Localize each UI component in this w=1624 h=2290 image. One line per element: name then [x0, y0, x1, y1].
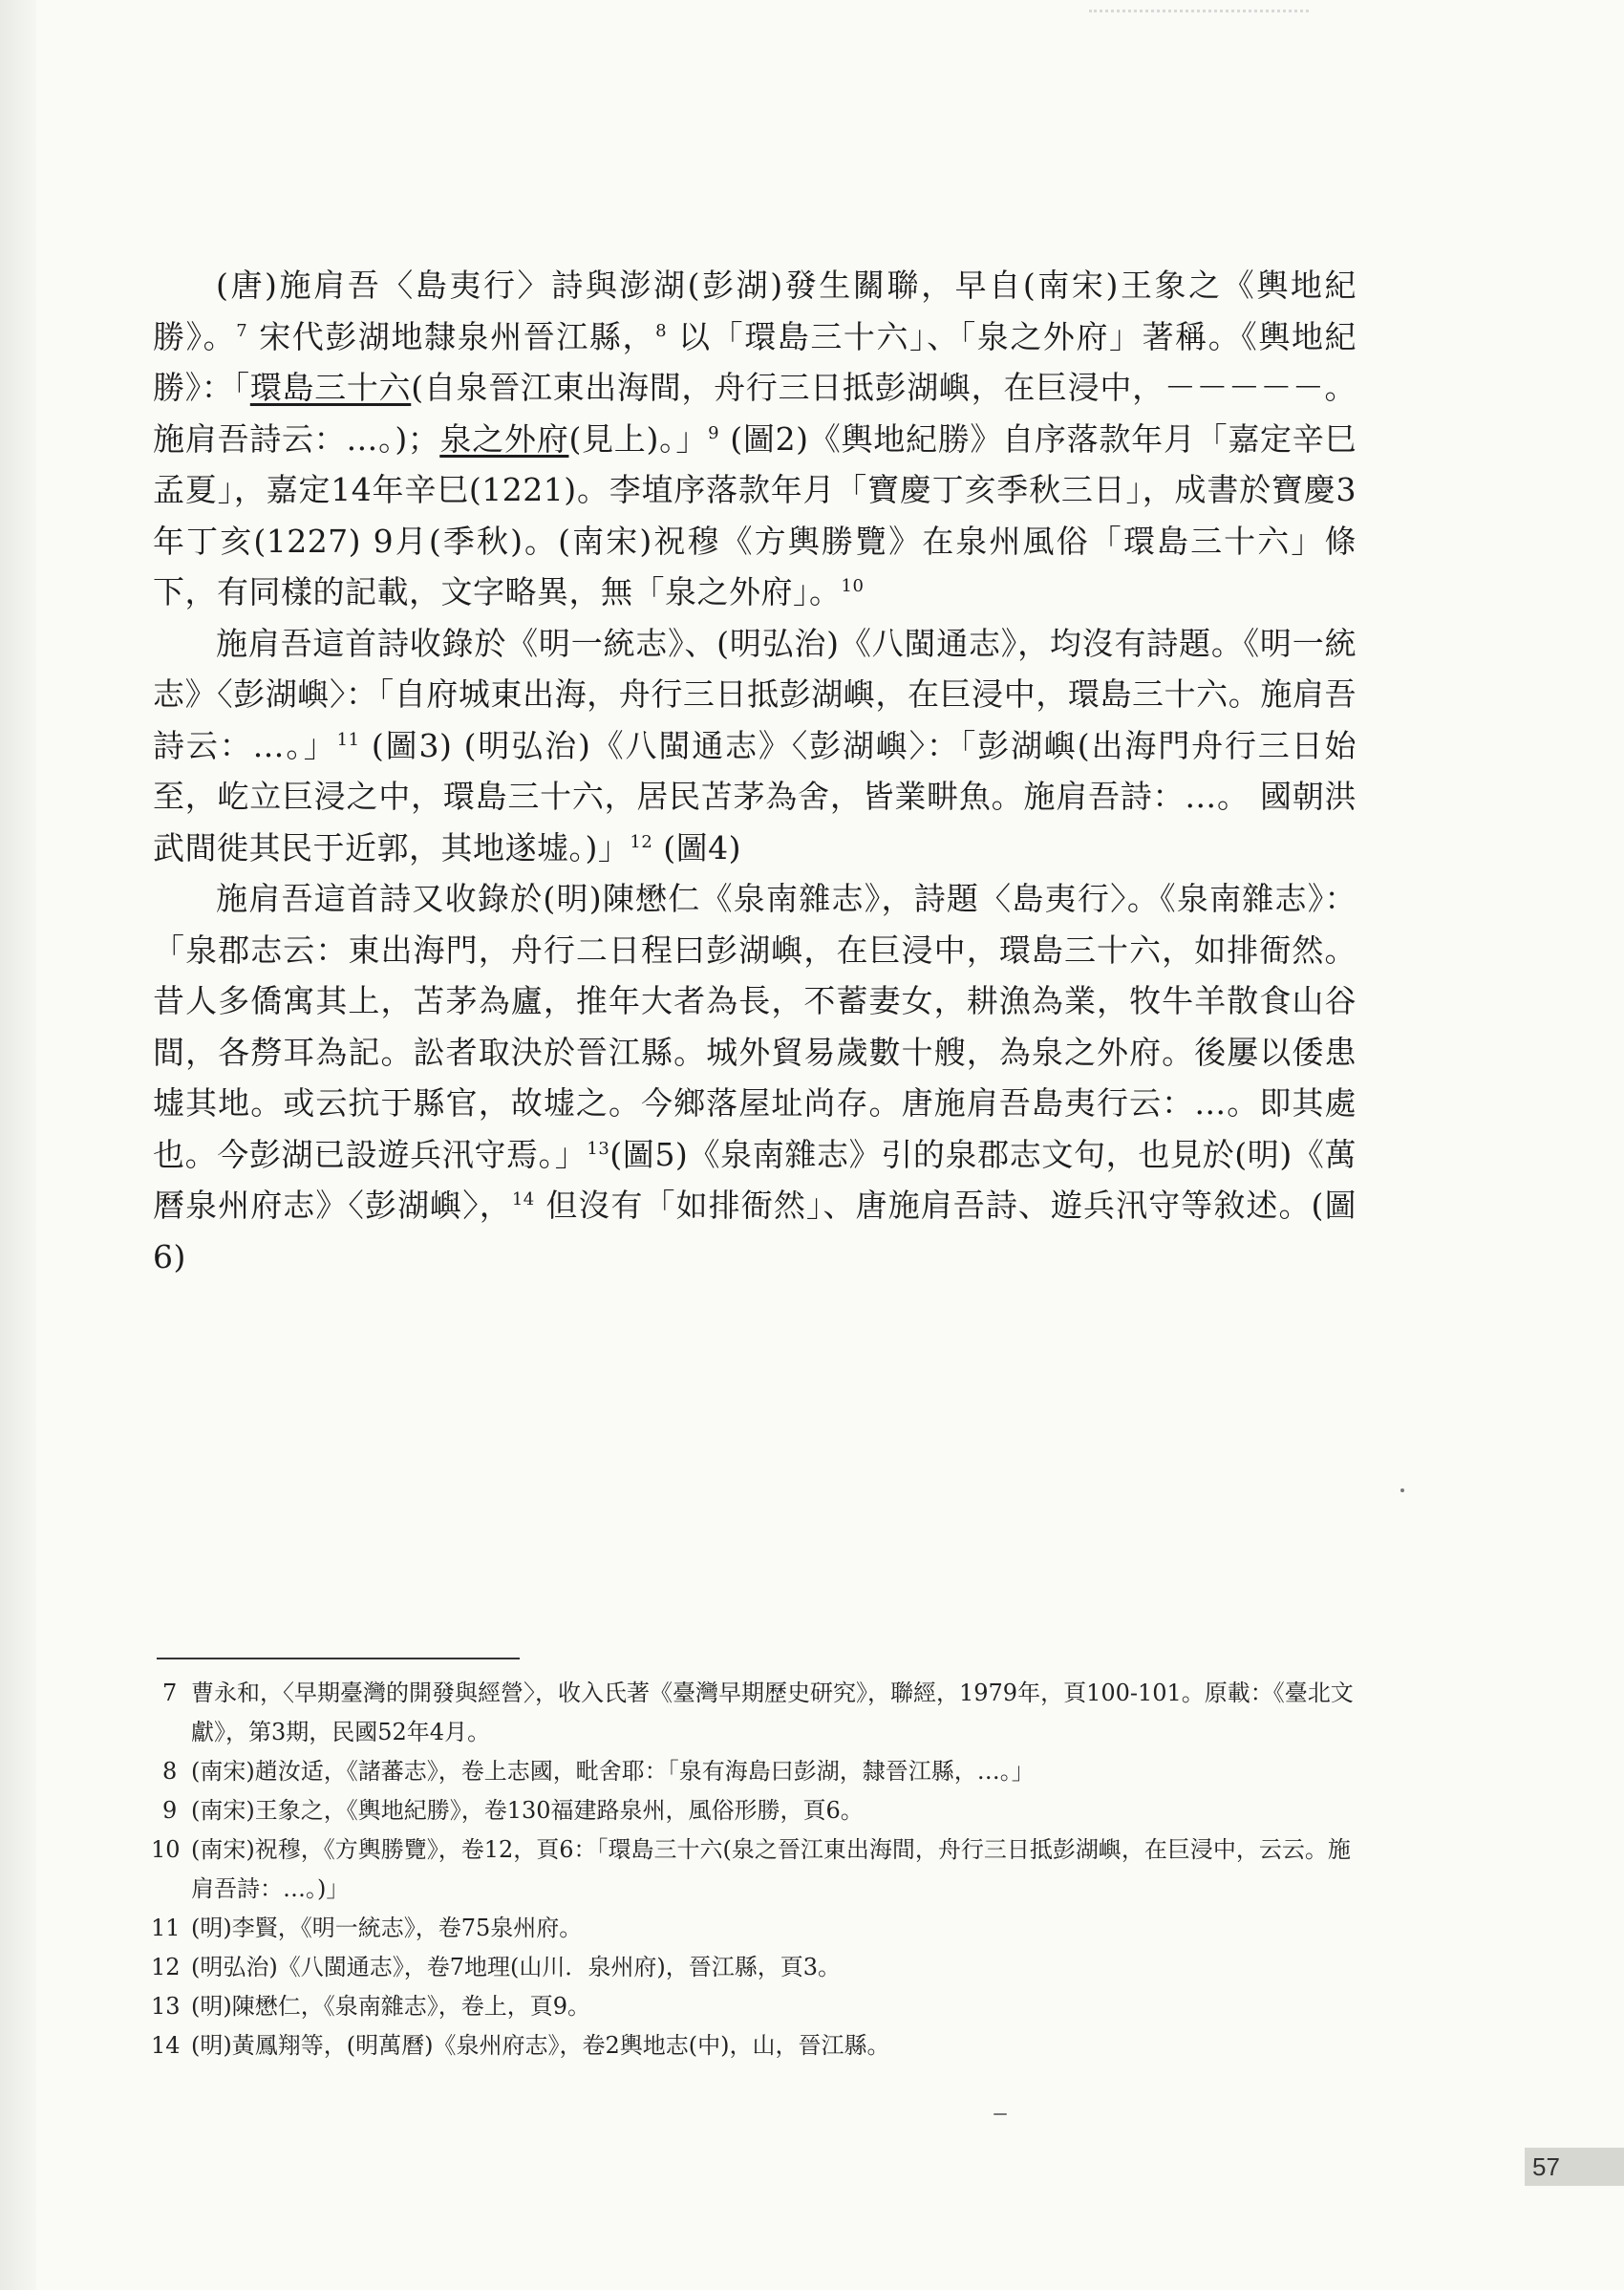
footnote-ref-8: 8: [655, 320, 668, 341]
p1-text-1: (唐)施肩吾〈島夷行〉詩與澎湖(彭湖)發生關聯，早自(南宋)王象之《輿地紀勝》。: [153, 267, 1357, 355]
footnote-number: 13: [151, 1993, 181, 2020]
underlined-term-waifu: 泉之外府: [439, 419, 569, 458]
footnote-number: 8: [162, 1758, 178, 1785]
top-bleed-mark: [1089, 0, 1309, 12]
footnote-divider: [157, 1658, 520, 1659]
footnote-text: (明)李賢，《明一統志》，卷75泉州府。: [191, 1915, 583, 1941]
footnote-text: (明)黃鳳翔等，(明萬曆)《泉州府志》，卷2輿地志(中)，山，晉江縣。: [191, 2032, 890, 2059]
footnote-ref-10: 10: [841, 576, 865, 596]
footnote-text: (南宋)王象之，《輿地紀勝》，卷130福建路泉州，風俗形勝，頁6。: [191, 1797, 864, 1824]
footnote-text: 曹永和，〈早期臺灣的開發與經營〉，收入氏著《臺灣早期歷史研究》，聯經，1979年，頁100-101。原載：《臺北文獻》，第3期，民國52年4月。: [191, 1680, 1354, 1745]
paragraph-1: [153, 260, 1357, 618]
p2-text-2: (圖3) (明弘治)《八閩通志》〈彭湖嶼〉：「彭湖嶼(出海門舟行三日始至，屹立巨浸之中，環島三十六，居民苫茅為舍，皆業畊魚。施肩吾詩：…。 國朝洪武間徙其民于近郭，其地遂墟。)」: [153, 726, 1357, 867]
footnote-ref-14: 14: [511, 1189, 535, 1209]
p1-text-3: 以「環島三十六」、「泉之外府」著稱。《輿地紀勝》：「: [153, 317, 1357, 406]
footnote-8: [162, 1752, 1357, 1791]
footnote-text: (明弘治)《八閩通志》，卷7地理(山川．泉州府)，晉江縣，頁3。: [191, 1954, 841, 1980]
footnote-12: [151, 1948, 1357, 1987]
footnotes: [151, 1674, 1357, 2065]
footnote-number: 14: [151, 2032, 181, 2059]
p1-text-2: 宋代彭湖地隸泉州晉江縣，: [247, 317, 656, 355]
footnote-ref-12: 12: [630, 831, 653, 852]
footnote-text: (南宋)趙汝适，《諸蕃志》，卷上志國，毗舍耶：「泉有海島曰彭湖，隸晉江縣，…。」: [191, 1758, 1035, 1785]
footnote-10: [151, 1830, 1357, 1909]
page-number: 57: [1525, 2148, 1624, 2186]
footnote-text: (明)陳懋仁，《泉南雜志》，卷上，頁9。: [191, 1993, 590, 2020]
p1-text-4: (自泉晉江東出海間，舟行三日抵彭湖嶼，在巨浸中，－－－－－。施肩吾詩云：…。)；: [153, 369, 1357, 458]
p3-text-2: (圖5)《泉南雜志》引的泉郡志文句，也見於(明)《萬曆泉州府志》〈彭湖嶼〉，: [153, 1135, 1357, 1224]
paragraph-3: [153, 873, 1357, 1282]
p1-text-6: (圖2)《輿地紀勝》自序落款年月「嘉定辛巳孟夏」，嘉定14年辛巳(1221)。李埴序落款年月「寶慶丁亥季秋三日」，成書於寶慶3年丁亥(1227) 9月(季秋)。(南宋)祝穆《方輿勝覽》在泉州風俗「環島三十六」條下，有同樣的記載，文字略異，無「泉之外府」。: [153, 419, 1357, 610]
p2-text-1: 施肩吾這首詩收錄於《明一統志》、(明弘治)《八閩通志》，均沒有詩題。《明一統志》〈彭湖嶼〉：「自府城東出海，舟行三日抵彭湖嶼，在巨浸中，環島三十六。施肩吾詩云：…。」: [153, 624, 1357, 764]
footnote-7: [162, 1674, 1357, 1752]
footnote-number: 9: [162, 1797, 178, 1824]
scan-speck: [1400, 1488, 1404, 1492]
footnote-ref-9: 9: [708, 422, 720, 443]
footnote-14: [151, 2026, 1357, 2065]
footnote-ref-13: 13: [587, 1138, 610, 1159]
footnote-number: 7: [162, 1680, 178, 1706]
footnote-number: 11: [151, 1915, 181, 1941]
footnote-text: (南宋)祝穆，《方輿勝覽》，卷12，頁6：「環島三十六(泉之晉江東出海間，舟行三日抵彭湖嶼，在巨浸中，云云。施肩吾詩：…。)」: [191, 1836, 1351, 1902]
p3-text-1: 施肩吾這首詩又收錄於(明)陳懋仁《泉南雜志》，詩題〈島夷行〉。《泉南雜志》：「泉郡志云：東出海門，舟行二日程曰彭湖嶼，在巨浸中，環島三十六，如排衙然。昔人多僑寓其上，苫茅為廬，推年大者為長，不蓄妻女，耕漁為業，牧牛羊散食山谷間，各剺耳為記。訟者取決於晉江縣。城外貿易歲數十艘，為泉之外府。後屢以倭患墟其地。或云抗于縣官，故墟之。今鄉落屋址尚存。唐施肩吾島夷行云：…。即其處也。今彭湖已設遊兵汛守焉。」: [153, 880, 1357, 1173]
body-text: [153, 260, 1357, 1282]
p2-text-3: (圖4): [652, 828, 742, 867]
footnote-number: 12: [151, 1954, 181, 1980]
p3-text-3: 但沒有「如排衙然」、唐施肩吾詩、遊兵汛守等敘述。(圖6): [153, 1187, 1357, 1275]
scan-speck: [994, 2113, 1007, 2115]
page-edge-shadow: [0, 0, 36, 2290]
footnote-11: [151, 1909, 1357, 1948]
footnote-13: [151, 1987, 1357, 2026]
footnote-9: [162, 1791, 1357, 1830]
underlined-term-huandao: 環島三十六: [249, 369, 412, 406]
paragraph-2: [153, 618, 1357, 874]
footnote-ref-7: 7: [236, 320, 248, 341]
footnote-number: 10: [151, 1836, 181, 1863]
footnote-ref-11: 11: [336, 729, 360, 750]
p1-text-5: (見上)。」: [568, 419, 709, 458]
